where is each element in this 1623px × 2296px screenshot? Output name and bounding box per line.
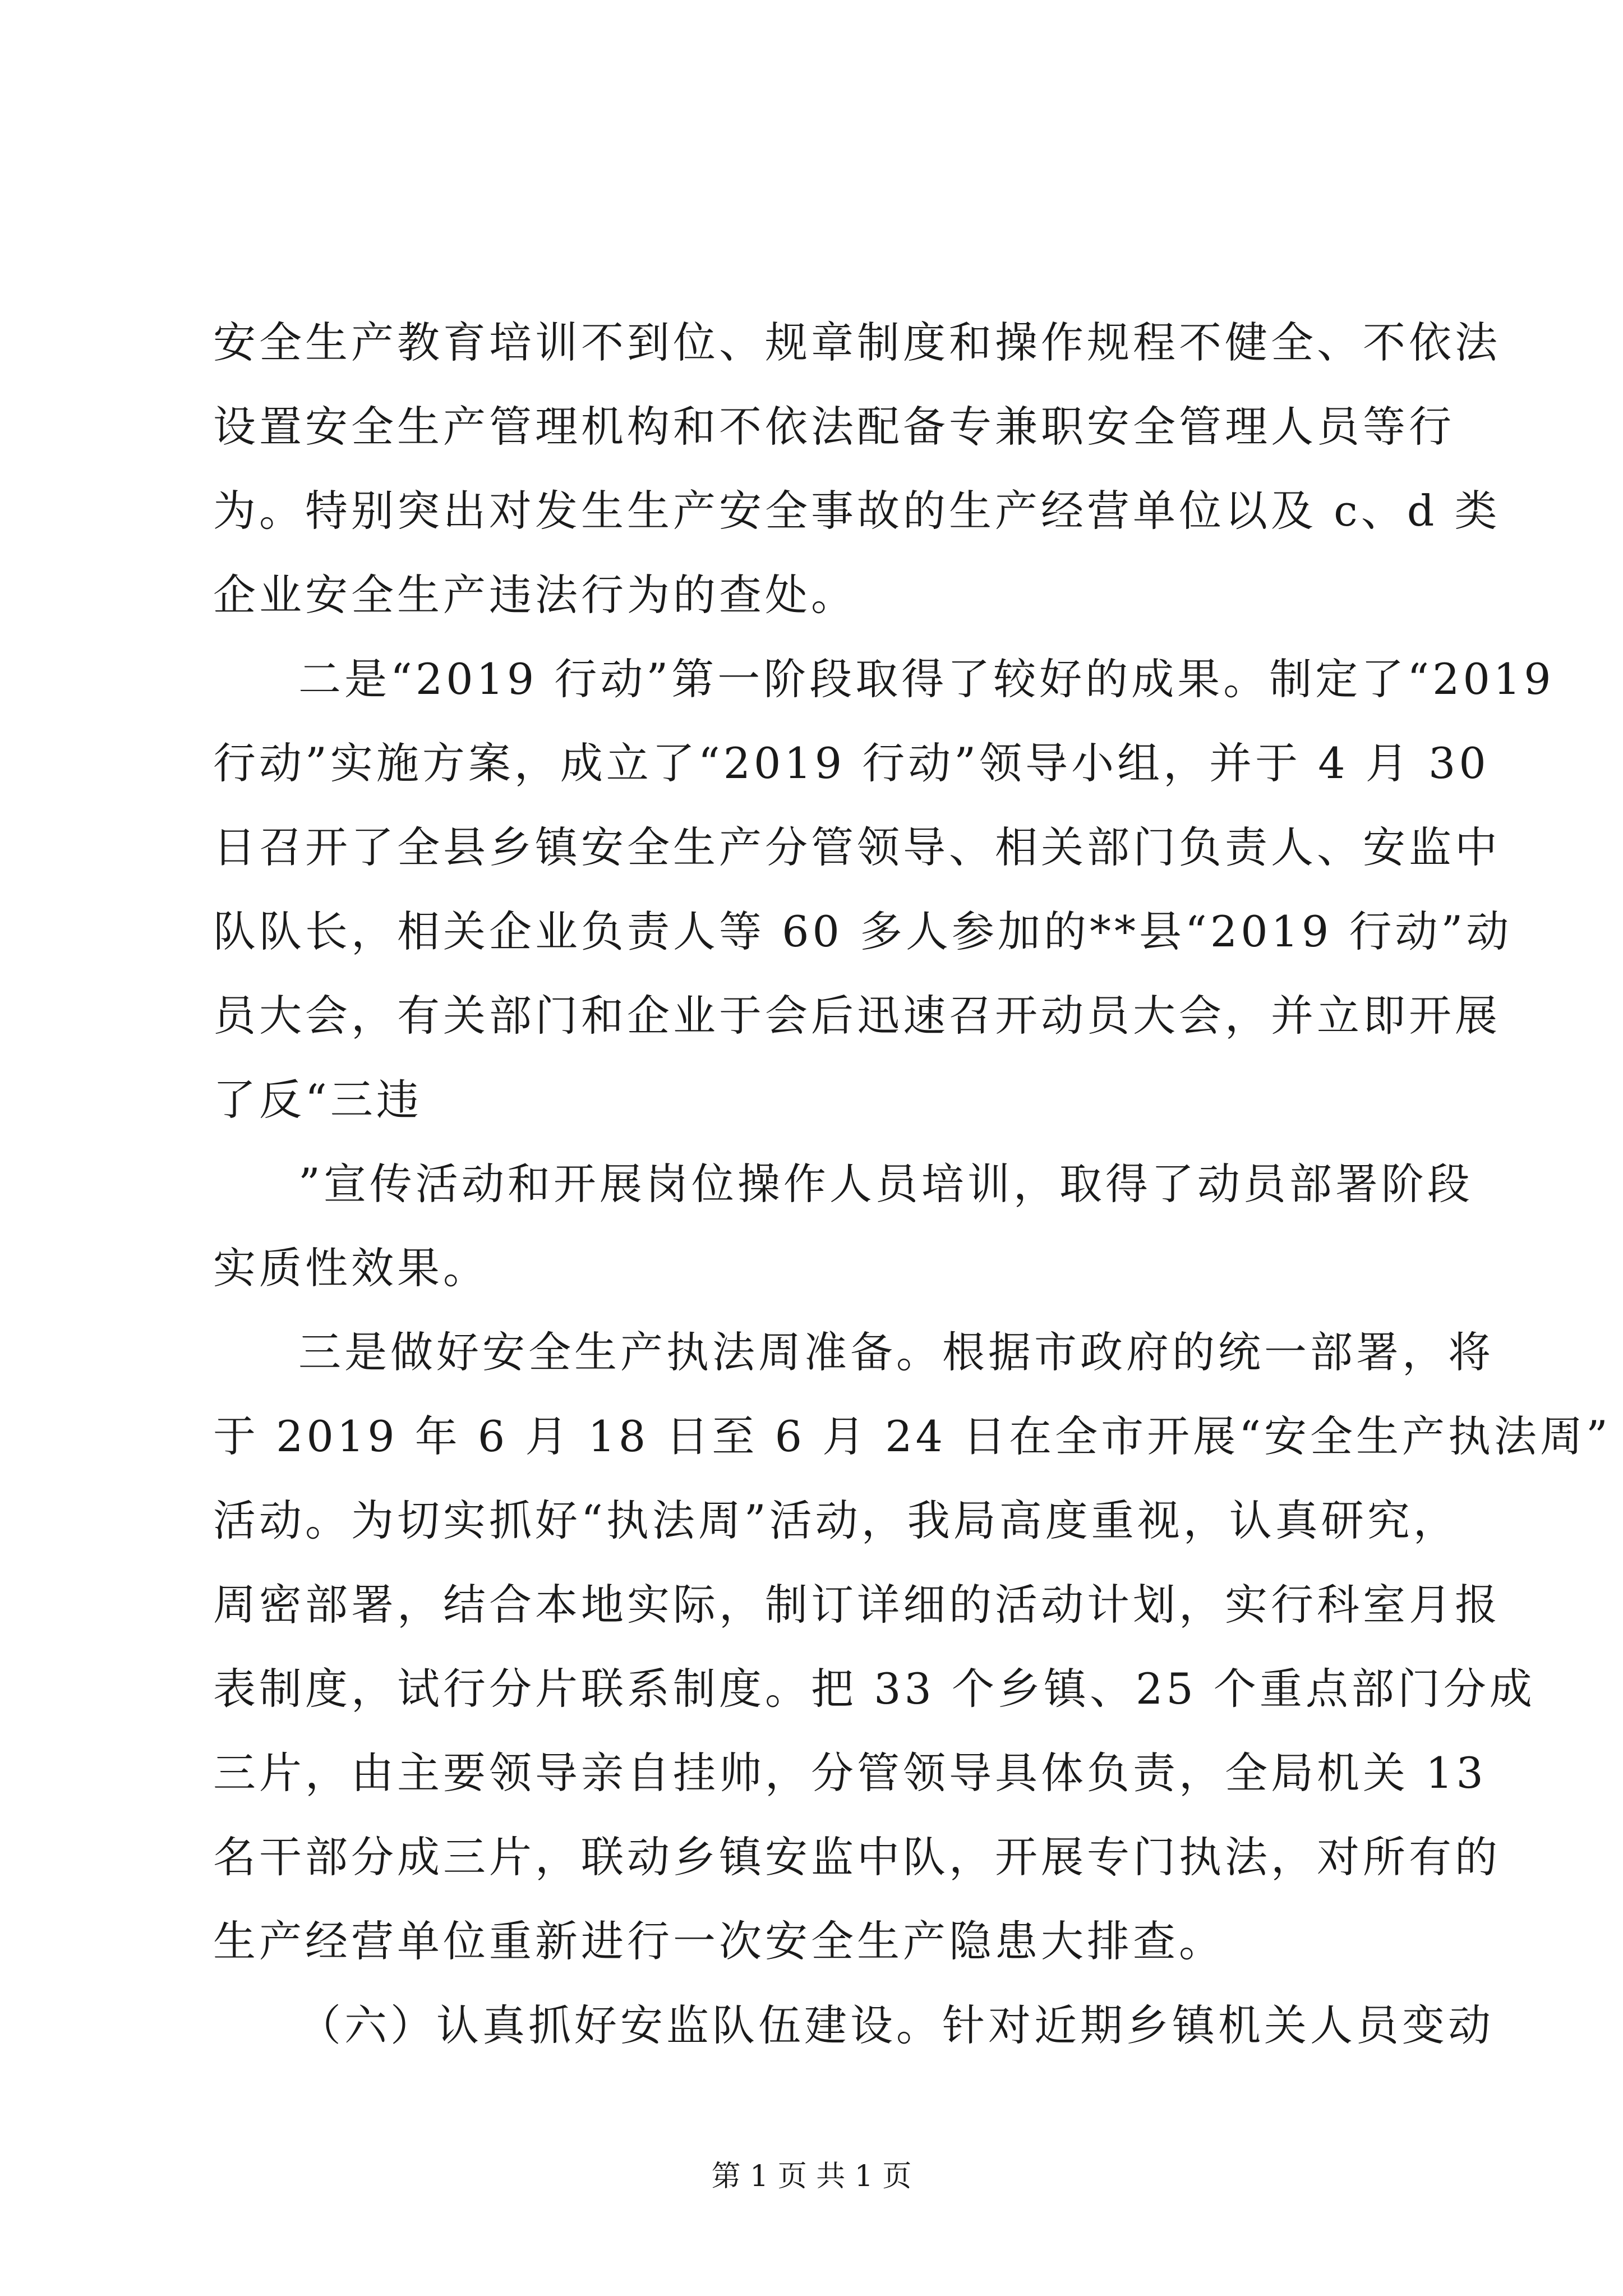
text-line: ”宣传活动和开展岗位操作人员培训，取得了动员部署阶段 xyxy=(298,1159,1473,1209)
text-line: 为。特别突出对发生生产安全事故的生产经营单位以及 c、d 类 xyxy=(213,486,1501,536)
paragraph-start: 二是“2019 行动”第一阶段取得了较好的成果。制定了“2019 xyxy=(298,654,1555,704)
text-line: 企业安全生产违法行为的查处。 xyxy=(213,570,857,620)
text-line: 实质性效果。 xyxy=(213,1243,489,1293)
text-line: 了反“三违 xyxy=(213,1075,422,1125)
text-line: 活动。为切实抓好“执法周”活动，我局高度重视，认真研究， xyxy=(213,1496,1459,1545)
paragraph-start: 三是做好安全生产执法周准备。根据市政府的统一部署，将 xyxy=(298,1327,1494,1377)
text-line: 设置安全生产管理机构和不依法配备专兼职安全管理人员等行 xyxy=(213,402,1455,452)
text-line: 三片，由主要领导亲自挂帅，分管领导具体负责，全局机关 13 xyxy=(213,1748,1487,1798)
text-line: 于 2019 年 6 月 18 日至 6 月 24 日在全市开展“安全生产执法周” xyxy=(213,1411,1611,1461)
page-footer: 第 1 页 共 1 页 xyxy=(711,2160,912,2193)
text-line: 表制度，试行分片联系制度。把 33 个乡镇、25 个重点部门分成 xyxy=(213,1664,1536,1714)
text-line: 名干部分成三片，联动乡镇安监中队，开展专门执法，对所有的 xyxy=(213,1832,1501,1882)
text-line: 日召开了全县乡镇安全生产分管领导、相关部门负责人、安监中 xyxy=(213,822,1501,872)
text-line: 生产经营单位重新进行一次安全生产隐患大排查。 xyxy=(213,1916,1225,1966)
text-line: 行动”实施方案，成立了“2019 行动”领导小组，并于 4 月 30 xyxy=(213,738,1490,788)
text-line: 队队长，相关企业负责人等 60 多人参加的**县“2019 行动”动 xyxy=(213,907,1513,956)
section-heading: （六）认真抓好安监队伍建设。针对近期乡镇机关人员变动 xyxy=(298,2000,1494,2050)
text-line: 安全生产教育培训不到位、规章制度和操作规程不健全、不依法 xyxy=(213,318,1501,367)
text-line: 周密部署，结合本地实际，制订详细的活动计划，实行科室月报 xyxy=(213,1580,1501,1630)
text-line: 员大会，有关部门和企业于会后迅速召开动员大会，并立即开展 xyxy=(213,991,1501,1041)
